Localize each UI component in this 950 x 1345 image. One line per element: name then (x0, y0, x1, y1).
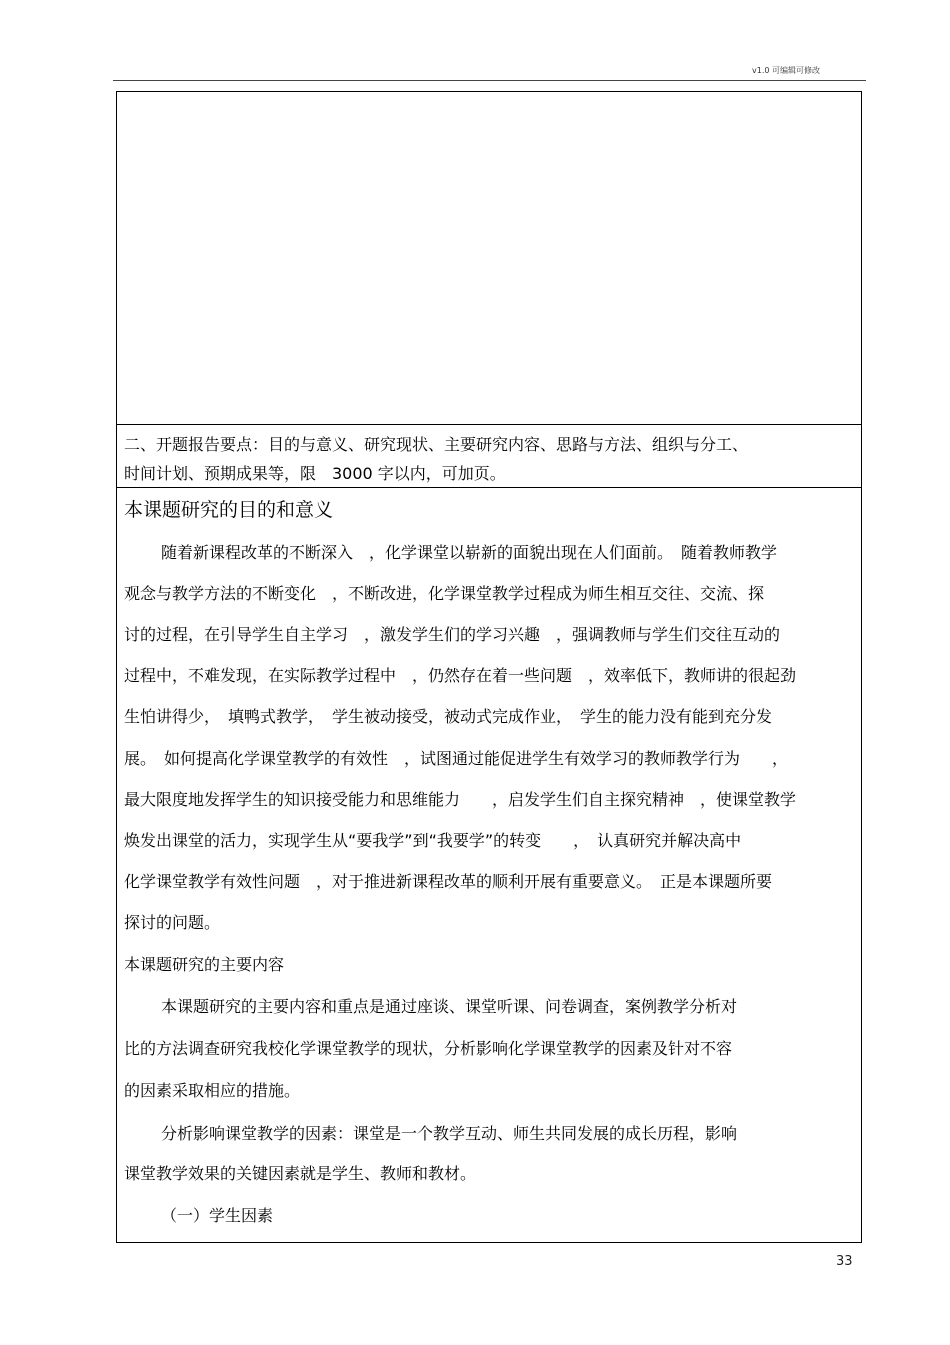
notice-cell (117, 425, 861, 488)
body-line: 生怕讲得少， 填鸭式教学， 学生被动接受，被动式完成作业， 学生的能力没有能到充分发 (124, 707, 773, 726)
version-note: v1.0 可编辑可修改 (752, 66, 820, 75)
body-line: 比的方法调查研究我校化学课堂教学的现状，分析影响化学课堂教学的因素及针对不容 (124, 1039, 733, 1058)
body-line: 过程中，不难发现，在实际教学过程中 ，仍然存在着一些问题 ，效率低下，教师讲的很起劲 (124, 666, 797, 685)
notice-line-1: 二、开题报告要点：目的与意义、研究现状、主要研究内容、思路与方法、组织与分工、 (124, 435, 749, 454)
body-line: 分析影响课堂教学的因素：课堂是一个教学互动、师生共同发展的成长历程，影响 (161, 1124, 738, 1143)
body-line: 本课题研究的主要内容和重点是通过座谈、课堂听课、问卷调查，案例教学分析对 (161, 997, 738, 1016)
section-title-purpose: 本课题研究的目的和意义 (124, 499, 334, 521)
body-line: 讨的过程，在引导学生自主学习 ，激发学生们的学习兴趣 ，强调教师与学生们交往互动的 (124, 625, 781, 644)
body-line: 课堂教学效果的关键因素就是学生、教师和教材。 (124, 1164, 477, 1183)
body-line: 展。 如何提高化学课堂教学的有效性 ，试图通过能促进学生有效学习的教师教学行为 ， (124, 749, 789, 768)
page-number: 33 (836, 1254, 853, 1269)
body-line: 的因素采取相应的措施。 (124, 1081, 301, 1100)
body-line: 观念与教学方法的不断变化 ，不断改进，化学课堂教学过程成为师生相互交往、交流、探 (124, 584, 765, 603)
section-title-content: 本课题研究的主要内容 (124, 955, 285, 974)
blank-cell (117, 92, 861, 425)
header-rule (113, 80, 866, 81)
report-table (116, 91, 862, 1243)
body-line: 随着新课程改革的不断深入 ，化学课堂以崭新的面貌出现在人们面前。 随着教师教学 (161, 543, 778, 562)
body-line: 焕发出课堂的活力，实现学生从“要我学”到“我要学”的转变 ， 认真研究并解决高中 (124, 831, 742, 850)
body-line: 最大限度地发挥学生的知识接受能力和思维能力 ，启发学生们自主探究精神 ，使课堂教学 (124, 790, 797, 809)
subheading-student-factors: （一）学生因素 (161, 1206, 274, 1225)
body-line: 探讨的问题。 (124, 913, 221, 932)
notice-line-2: 时间计划、预期成果等，限 3000 字以内，可加页。 (124, 464, 506, 483)
body-line: 化学课堂教学有效性问题 ，对于推进新课程改革的顺利开展有重要意义。 正是本课题所要 (124, 872, 773, 891)
